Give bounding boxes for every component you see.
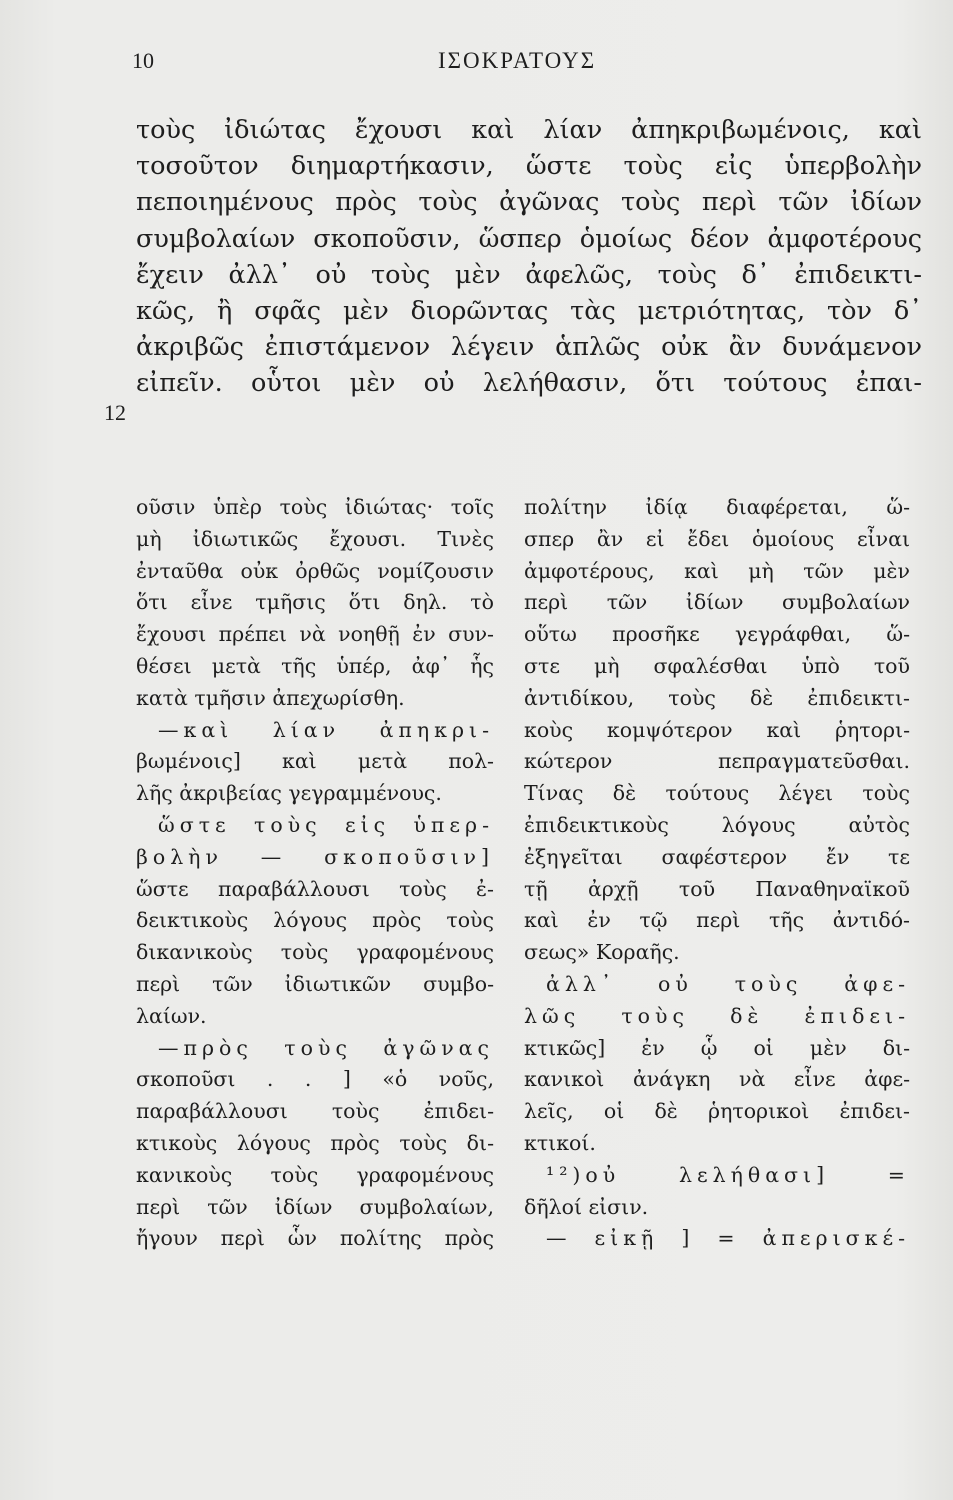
main-text-line: συμβολαίων σκοποῦσιν, ὥσπερ ὁμοίως δέον ἀμφοτέρους (136, 223, 922, 254)
commentary-line: κτικοὺς λόγους πρὸς τοὺς δι- (136, 1130, 494, 1155)
commentary-line: σκοποῦσι . . ] «ὁ νοῦς, (136, 1067, 494, 1092)
commentary-lemma-line: —καὶ λίαν ἀπηκρι- (158, 717, 494, 742)
commentary-line: ἐπιδεικτικοὺς λόγους αὐτὸς (524, 812, 910, 837)
commentary-line: οῦσιν ὑπὲρ τοὺς ἰδιώτας· τοῖς (136, 495, 494, 519)
running-title: ΙΣΟΚΡΑΤΟΥΣ (438, 48, 597, 73)
main-text-line: κῶς, ἢ σφᾶς μὲν διορῶντας τὰς μετριότητας, τὸν δ᾽ (136, 295, 922, 326)
main-text-line: τοσοῦτον διημαρτήκασιν, ὥστε τοὺς εἰς ὑπερβολὴν (136, 151, 922, 182)
commentary-line: μὴ ἰδιωτικῶς ἔχουσι. Τινὲς (136, 526, 494, 551)
main-text-block (136, 112, 922, 402)
commentary-line: ἤγουν περὶ ὧν πολίτης πρὸς (136, 1226, 494, 1251)
commentary-lemma-line: —πρὸς τοὺς ἀγῶνας (158, 1035, 494, 1060)
commentary-line: λαίων. (136, 1003, 207, 1028)
page-number: 10 (132, 48, 154, 73)
commentary-line: οὕτω προσῆκε γεγράφθαι, ὥ- (524, 622, 910, 647)
commentary-line: δικανικοὺς τοὺς γραφομένους (136, 940, 494, 965)
page-header (0, 40, 953, 80)
main-text-line: εἰπεῖν. οὗτοι μὲν οὐ λελήθασιν, ὅτι τούτους ἐπαι- (136, 368, 922, 399)
commentary-line: ὥστε παραβάλλουσι τοὺς ἐ- (136, 876, 494, 901)
commentary-right-column (524, 492, 910, 1255)
commentary-line: κτικῶς] ἐν ᾧ οἱ μὲν δι- (524, 1035, 910, 1060)
main-text-line: ἔχειν ἀλλ᾽ οὐ τοὺς μὲν ἀφελῶς, τοὺς δ᾽ ἐπιδεικτι- (136, 259, 922, 290)
section-number: 12 (104, 400, 126, 425)
commentary-lemma-line: λῶς τοὺς δὲ ἐπιδει- (524, 1003, 910, 1028)
commentary-line: λεῖς, οἱ δὲ ῥητορικοὶ ἐπιδει- (524, 1099, 910, 1124)
commentary-line: τῇ ἀρχῇ τοῦ Παναθηναϊκοῦ (524, 876, 910, 901)
commentary-lemma-line: βολὴν — σκοποῦσιν] (136, 844, 494, 869)
commentary-line: κοὺς κομψότερον καὶ ῥητορι- (524, 717, 910, 742)
commentary-line: βωμένοις] καὶ μετὰ πολ- (136, 749, 494, 774)
commentary-line: ἐξηγεῖται σαφέστερον ἔν τε (524, 844, 910, 869)
commentary-line: δεικτικοὺς λόγους πρὸς τοὺς (136, 908, 494, 933)
commentary-line: κτικοί. (524, 1130, 596, 1155)
commentary-line: ἀντιδίκου, τοὺς δὲ ἐπιδεικτι- (524, 685, 910, 710)
commentary-line: δῆλοί εἰσιν. (524, 1194, 649, 1219)
commentary-line: κώτερον πεπραγματεῦσθαι. (524, 749, 910, 774)
commentary-line: περὶ τῶν ἰδίων συμβολαίων, (136, 1194, 494, 1219)
commentary-line: ὅτι εἶνε τμῆσις ὅτι δηλ. τὸ (136, 590, 494, 615)
commentary-left-column (136, 492, 494, 1255)
commentary-lemma-line: ἀλλ᾽ οὐ τοὺς ἀφε- (546, 971, 910, 996)
commentary-line: παραβάλλουσι τοὺς ἐπιδει- (136, 1099, 494, 1124)
commentary-line: περὶ τῶν ἰδίων συμβολαίων (524, 590, 910, 615)
commentary-note-12-line: ¹²)οὐ λελήθασι] = (546, 1162, 910, 1187)
commentary-line: κανικοὺς τοὺς γραφομένους (136, 1162, 494, 1187)
commentary-line: Τίνας δὲ τούτους λέγει τοὺς (524, 781, 910, 806)
commentary-line: ἔχουσι πρέπει νὰ νοηθῇ ἐν συν- (136, 622, 494, 647)
commentary-line: περὶ τῶν ἰδιωτικῶν συμβο- (136, 971, 494, 996)
commentary-line: σεως» Κοραῆς. (524, 940, 680, 965)
commentary-line: θέσει μετὰ τῆς ὑπέρ, ἀφ᾽ ἧς (136, 653, 494, 678)
commentary-lemma-line: ὥστε τοὺς εἰς ὑπερ- (158, 812, 494, 837)
commentary-line: λῆς ἀκριβείας γεγραμμένους. (136, 781, 442, 806)
commentary-line: ἐνταῦθα οὐκ ὀρθῶς νομίζουσιν (136, 558, 494, 583)
main-text-line: τοὺς ἰδιώτας ἔχουσι καὶ λίαν ἀπηκριβωμένοις, καὶ (136, 115, 922, 145)
main-text-line: πεποιημένους πρὸς τοὺς ἀγῶνας τοὺς περὶ τῶν ἰδίων (136, 187, 922, 218)
commentary-line: σπερ ἂν εἰ ἔδει ὁμοίους εἶναι (524, 526, 910, 551)
commentary-line: στε μὴ σφαλέσθαι ὑπὸ τοῦ (524, 653, 910, 678)
commentary-line: ἀμφοτέρους, καὶ μὴ τῶν μὲν (524, 558, 910, 583)
commentary-line: κατὰ τμῆσιν ἀπεχωρίσθη. (136, 685, 405, 710)
main-text-line: ἀκριβῶς ἐπιστάμενον λέγειν ἁπλῶς οὐκ ἂν δυνάμενον (136, 332, 922, 363)
commentary-line: καὶ ἐν τῷ περὶ τῆς ἀντιδό- (524, 908, 910, 933)
commentary-line: κανικοὶ ἀνάγκη νὰ εἶνε ἀφε- (524, 1067, 910, 1092)
commentary-line: πολίτην ἰδίᾳ διαφέρεται, ὥ- (524, 495, 910, 519)
commentary-lemma-line: — εἰκῇ ] = ἀπερισκέ- (546, 1226, 910, 1251)
